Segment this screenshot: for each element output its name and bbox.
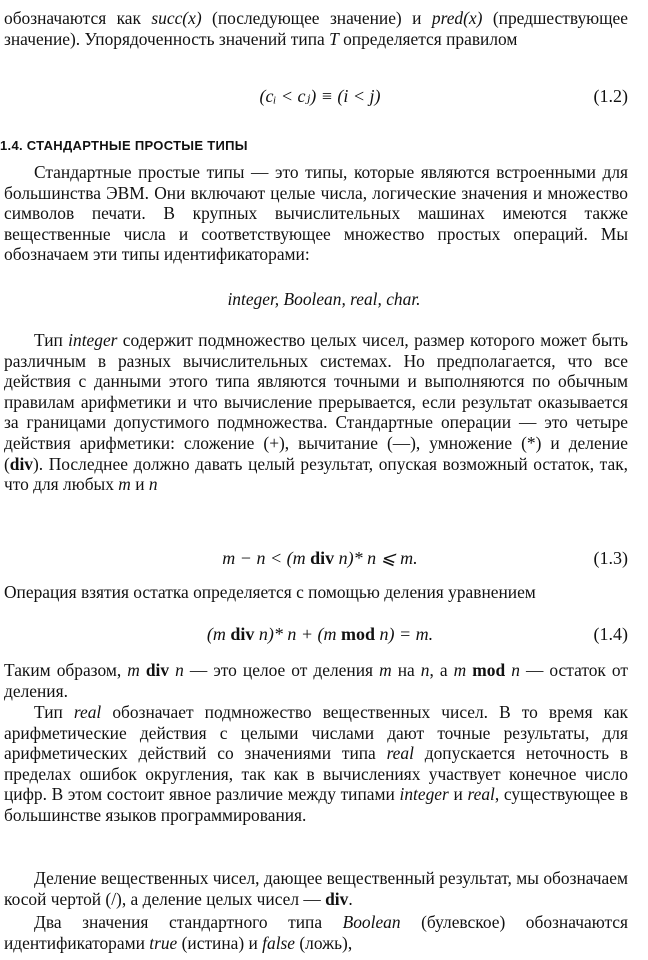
italic-term: n <box>148 474 158 495</box>
italic-term: true <box>149 932 178 953</box>
paragraph-integer <box>4 330 628 495</box>
text: Таким образом, <box>4 660 128 680</box>
equation-number: (1.3) <box>593 548 628 568</box>
text: (предшествующее значение). Упорядоченность значений типа <box>4 8 628 49</box>
text: — остаток от деления. <box>4 660 628 701</box>
italic-term: integer <box>399 784 449 805</box>
paragraph-modulo: Операция взятия остатка определяется с помощью деления уравнением <box>4 582 536 602</box>
italic-term: real <box>73 702 102 722</box>
italic-term: real <box>467 784 495 805</box>
bold-operator: mod <box>466 660 512 680</box>
text: (булевское) обозначаются идентификаторами <box>4 912 628 953</box>
italic-term: real <box>386 743 414 764</box>
italic-term: m <box>453 660 467 680</box>
eq-part: (m <box>206 624 231 644</box>
italic-term: T <box>329 28 339 49</box>
paragraph-div-mod <box>4 660 628 701</box>
text: — это целое от деления <box>183 660 380 680</box>
text: (последующее значение) и <box>201 8 432 28</box>
text: (ложь), <box>295 932 353 953</box>
bold-operator: div <box>9 453 33 474</box>
equation-expression <box>0 546 640 570</box>
italic-term: pred(x) <box>431 8 483 28</box>
paragraph-boolean <box>4 912 628 953</box>
italic-term: n <box>420 660 430 680</box>
italic-term: n <box>175 660 184 680</box>
eq-operator: div <box>230 624 255 644</box>
italic-term: integer <box>68 330 118 350</box>
italic-term: n <box>511 660 520 680</box>
text: (истина) и <box>177 932 263 953</box>
text: ). Последнее должно давать целый результат, опуская возможный остаток, так, что для любых <box>4 453 628 495</box>
equation-1-2 <box>0 84 640 108</box>
text: Тип <box>34 330 69 350</box>
italic-term: m <box>127 660 140 680</box>
text: . <box>348 888 353 909</box>
text: Тип <box>34 702 74 722</box>
equation-1-4 <box>0 622 640 646</box>
text: и <box>448 784 468 805</box>
text: содержит подмножество целых чисел, размер которого может быть различным в разных вычислительных системах. Но предполагается, что все действия с данными этого типа являются точными и выполняются по обычным правилам арифметики и что вычисление прерывается, если результат оказывается за границами допустимого подмножества. Стандартные операции — это четыре действия арифметики: сложение (+), вычитание (—), умножение (*) и деление ( <box>4 330 628 474</box>
eq-part: n)* n + (m <box>254 624 341 644</box>
italic-term: m <box>118 474 131 495</box>
bold-operator: div <box>139 660 176 680</box>
text: допускается неточность в пределах ошибок округления, так как в вычислениях участвует конечное число цифр. В этом состоит явное различие между типами <box>4 743 628 805</box>
eq-operator: mod <box>341 624 376 644</box>
equation-expression <box>0 622 640 646</box>
section-heading: 1.4. СТАНДАРТНЫЕ ПРОСТЫЕ ТИПЫ <box>0 138 248 153</box>
equation-number: (1.4) <box>593 624 628 644</box>
text: Два значения стандартного типа <box>34 912 343 932</box>
text: обозначаются как <box>4 8 152 28</box>
equation-1-3 <box>0 546 640 570</box>
text: Деление вещественных чисел, дающее вещественный результат, мы обозначаем косой чертой (/), а деление целых чисел — <box>4 868 628 909</box>
eq-part: m − n < (m <box>222 548 311 568</box>
bold-operator: div <box>325 888 349 909</box>
italic-term: Boolean <box>342 912 401 932</box>
text: определяется правилом <box>338 28 518 49</box>
equation-expression: (cᵢ < cⱼ) ≡ (i < j) <box>259 86 381 106</box>
text: , а <box>429 660 454 680</box>
italic-term: succ(x) <box>151 8 202 28</box>
type-identifiers-line: integer, Boolean, real, char. <box>227 289 421 309</box>
paragraph-real <box>4 702 628 826</box>
italic-term: m <box>379 660 392 680</box>
paragraph-continuation <box>4 8 628 49</box>
eq-operator: div <box>310 548 335 568</box>
paragraph-real-division <box>4 868 628 909</box>
text: , существующее в большинстве языков программирования. <box>4 784 628 825</box>
text: обозначает подмножество вещественных чисел. В то время как арифметические действия с целыми числами дают точные результаты, для арифметических действий со значениями типа <box>4 702 628 764</box>
eq-part: n) = m. <box>375 624 434 644</box>
italic-term: false <box>262 932 296 953</box>
equation-number: (1.2) <box>593 86 628 106</box>
eq-part: n)* n ⩽ m. <box>334 548 418 568</box>
text: на <box>391 660 421 680</box>
paragraph-standard-types: Стандартные простые типы — это типы, которые являются встроенными для большинства ЭВМ. Они включают целые числа, логические значения и множество символов печати. В крупных вычислительных машинах имеются также вещественные числа и соответствующее множество простых операций. Мы обозначаем эти типы идентификаторами: <box>4 162 628 265</box>
text: и <box>130 474 149 495</box>
